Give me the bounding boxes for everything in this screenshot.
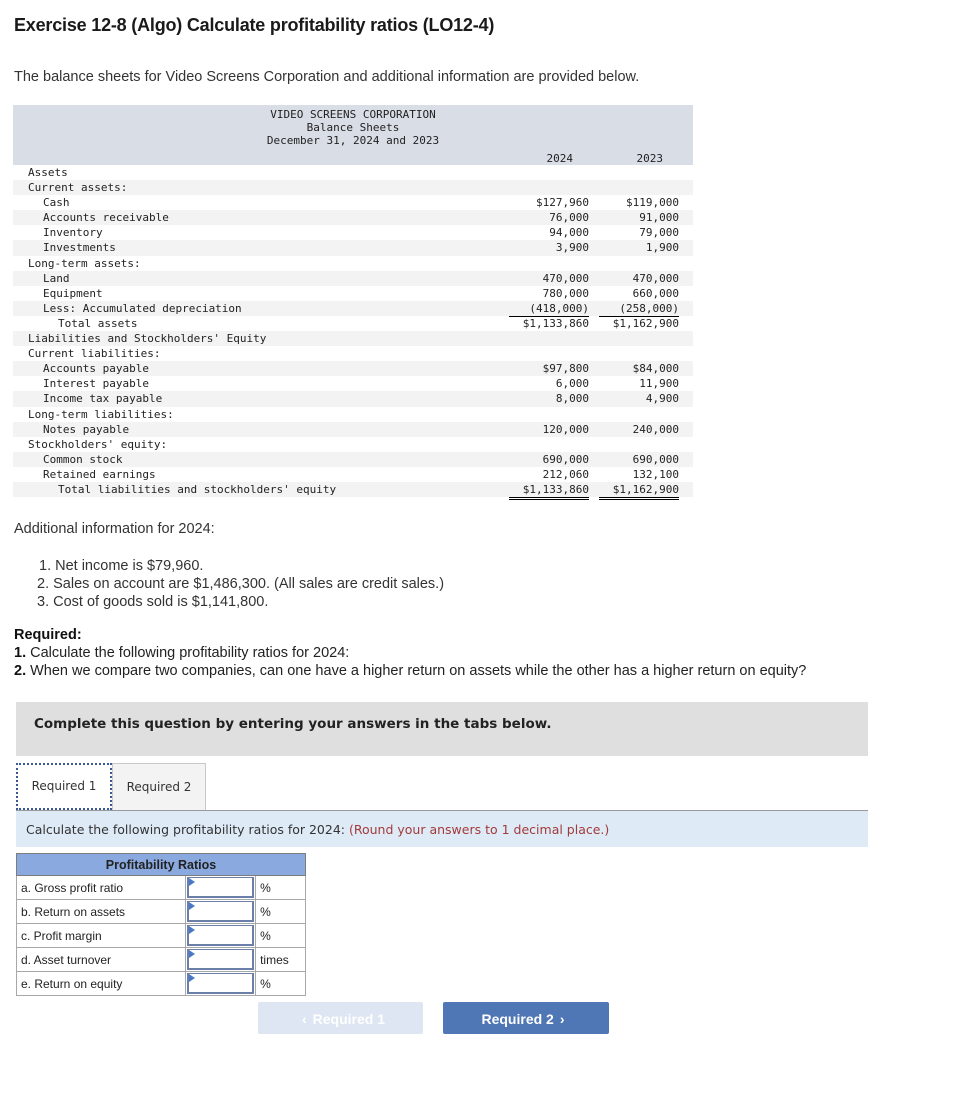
additional-info-item: 2. Sales on account are $1,486,300. (All sales are credit sales.)	[37, 576, 445, 592]
chevron-left-icon: ‹	[301, 1011, 307, 1027]
bs-row: Current liabilities:	[28, 347, 161, 361]
table-row	[17, 972, 306, 996]
asset-turnover-input[interactable]	[187, 949, 254, 970]
bs-row: Long-term liabilities:	[28, 407, 174, 421]
input-flag-icon	[189, 950, 195, 958]
bs-row: Investments 3,900 1,900	[13, 240, 693, 255]
required-section	[14, 626, 806, 680]
bs-row: Accounts payable $97,800 $84,000	[13, 361, 693, 376]
table-header: Profitability Ratios	[17, 854, 306, 876]
company-name: VIDEO SCREENS CORPORATION	[270, 108, 436, 121]
balance-sheet	[13, 105, 693, 497]
ratio-unit: %	[256, 924, 306, 948]
required-item: 1. Calculate the following profitability ratios for 2024:	[14, 645, 350, 661]
tab-required-2[interactable]: Required 2	[112, 763, 206, 810]
table-row	[17, 948, 306, 972]
bs-row: Equipment 780,000 660,000	[43, 286, 679, 300]
bs-row-total-liabilities-equity: Total liabilities and stockholders' equity $1,133,860 $1,162,900	[13, 482, 693, 497]
next-required-button[interactable]: Required 2 ›	[443, 1002, 609, 1034]
ratio-unit: times	[256, 948, 306, 972]
bs-row: Land 470,000 470,000	[13, 271, 693, 286]
ratio-label: b. Return on assets	[17, 900, 186, 924]
column-header-2023: 2023	[636, 152, 663, 165]
bs-row: Retained earnings 212,060 132,100	[43, 467, 679, 481]
prev-required-button[interactable]: ‹ Required 1	[258, 1002, 423, 1034]
bs-row: Notes payable 120,000 240,000	[13, 422, 693, 437]
page-title: Exercise 12-8 (Algo) Calculate profitability ratios (LO12-4)	[14, 15, 495, 35]
bs-row: Assets	[28, 166, 68, 179]
ratio-label: e. Return on equity	[17, 972, 186, 996]
bs-row: Accounts receivable 76,000 91,000	[13, 210, 693, 225]
ratio-unit: %	[256, 876, 306, 900]
bs-row: Current assets:	[13, 180, 693, 195]
required-heading: Required:	[14, 627, 82, 643]
table-row	[17, 900, 306, 924]
ratio-label: c. Profit margin	[17, 924, 186, 948]
bs-row: Less: Accumulated depreciation (418,000) (258,000)	[13, 301, 693, 316]
additional-info-list	[37, 557, 444, 611]
input-flag-icon	[189, 974, 195, 982]
required-item: 2. When we compare two companies, can one have a higher return on assets while the other has a higher return on equity?	[14, 663, 807, 679]
input-flag-icon	[189, 878, 195, 886]
bs-row: Interest payable 6,000 11,900	[43, 377, 679, 391]
bs-row: Stockholders' equity:	[28, 437, 168, 451]
tab-required-1[interactable]: Required 1	[16, 763, 112, 810]
bs-row: Inventory 94,000 79,000	[43, 226, 679, 240]
table-row	[17, 924, 306, 948]
additional-info-item: 3. Cost of goods sold is $1,141,800.	[37, 594, 269, 610]
bs-row: Liabilities and Stockholders' Equity	[13, 331, 693, 346]
ratio-label: d. Asset turnover	[17, 948, 186, 972]
intro-text: The balance sheets for Video Screens Corporation and additional information are provided below.	[14, 69, 640, 85]
bs-row-total-assets: Total assets $1,133,860 $1,162,900	[13, 316, 693, 331]
statement-date: December 31, 2024 and 2023	[266, 134, 440, 147]
calc-instruction-text: Calculate the following profitability ratios for 2024:	[26, 822, 349, 837]
bs-row: Long-term assets:	[28, 256, 141, 270]
ratio-unit: %	[256, 972, 306, 996]
bs-row: Cash $127,960 $119,000	[43, 196, 679, 210]
table-row	[17, 876, 306, 900]
ratio-label: a. Gross profit ratio	[17, 876, 186, 900]
chevron-right-icon: ›	[559, 1011, 565, 1027]
input-flag-icon	[189, 902, 195, 910]
input-flag-icon	[189, 926, 195, 934]
statement-name: Balance Sheets	[306, 121, 400, 134]
bs-row: Income tax payable 8,000 4,900	[13, 391, 693, 406]
profit-margin-input[interactable]	[187, 925, 254, 946]
instructions-banner	[16, 702, 868, 756]
column-header-2024: 2024	[546, 152, 573, 165]
additional-info-title: Additional information for 2024:	[14, 521, 215, 537]
additional-info-item: 1. Net income is $79,960.	[39, 558, 204, 574]
return-on-assets-input[interactable]	[187, 901, 254, 922]
balance-sheet-header	[13, 105, 693, 165]
rounding-hint: (Round your answers to 1 decimal place.)	[348, 822, 610, 837]
calc-instruction-bar	[16, 811, 868, 847]
profitability-ratios-table	[16, 853, 306, 996]
bs-row: Common stock 690,000 690,000	[13, 452, 693, 467]
gross-profit-ratio-input[interactable]	[187, 877, 254, 898]
return-on-equity-input[interactable]	[187, 973, 254, 994]
ratio-unit: %	[256, 900, 306, 924]
instructions-text: Complete this question by entering your answers in the tabs below.	[34, 716, 552, 732]
